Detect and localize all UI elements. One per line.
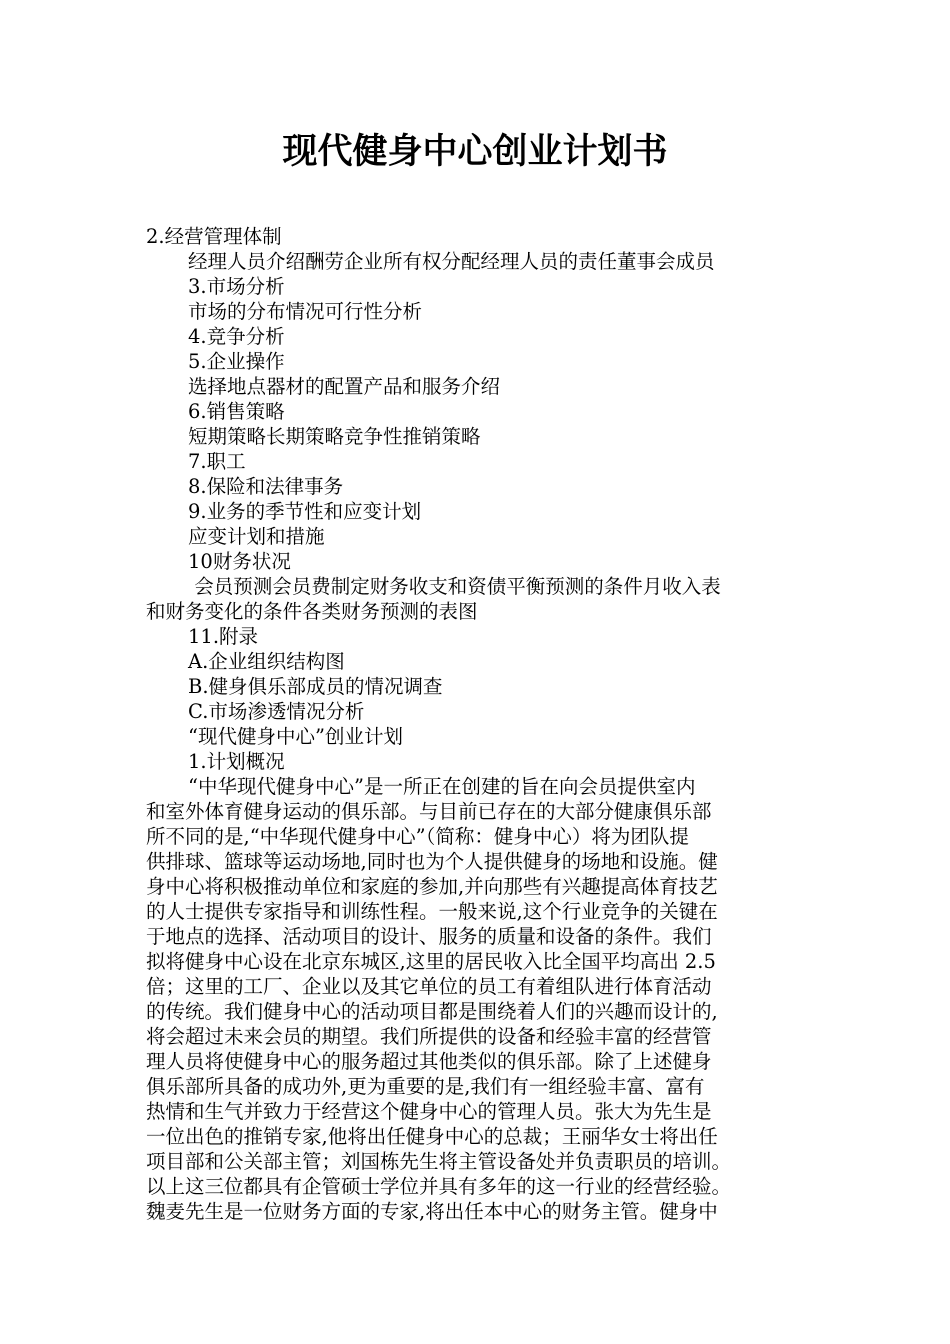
section-heading: 7.职工 <box>188 450 246 473</box>
overview-line: 的传统。我们健身中心的活动项目都是围绕着人们的兴趣而设计的, <box>146 1000 718 1023</box>
overview-line: 身中心将积极推动单位和家庭的参加,并向那些有兴趣提高体育技艺 <box>146 875 718 898</box>
section-heading: 5.企业操作 <box>188 350 285 373</box>
document-title: 现代健身中心创业计划书 <box>282 132 668 172</box>
section-content: 市场的分布情况可行性分析 <box>188 300 423 323</box>
finance-para-line: 和财务变化的条件各类财务预测的表图 <box>146 600 478 623</box>
appendix-item: B.健身俱乐部成员的情况调查 <box>188 675 443 698</box>
section-content: 短期策略长期策略竞争性推销策略 <box>188 425 481 448</box>
section-content: 经理人员介绍酬劳企业所有权分配经理人员的责任董事会成员 <box>188 250 715 273</box>
overview-line: 热情和生气并致力于经营这个健身中心的管理人员。张大为先生是 <box>146 1100 712 1123</box>
section-heading: 2.经营管理体制 <box>146 225 282 248</box>
overview-line: 于地点的选择、活动项目的设计、服务的质量和设备的条件。我们 <box>146 925 712 948</box>
overview-line: 所不同的是,“中华现代健身中心”（简称：健身中心）将为团队提 <box>146 825 689 848</box>
overview-line: 俱乐部所具备的成功外,更为重要的是,我们有一组经验丰富、富有 <box>146 1075 705 1098</box>
plan-heading: “现代健身中心”创业计划 <box>188 725 403 748</box>
overview-line: “中华现代健身中心”是一所正在创建的旨在向会员提供室内 <box>188 775 696 798</box>
section-heading: 8.保险和法律事务 <box>188 475 344 498</box>
overview-line: 项目部和公关部主管；刘国栋先生将主管设备处并负责职员的培训。 <box>146 1150 732 1173</box>
overview-line: 将会超过未来会员的期望。我们所提供的设备和经验丰富的经营管 <box>146 1025 712 1048</box>
overview-line: 以上这三位都具有企管硕士学位并具有多年的这一行业的经营经验。 <box>146 1175 732 1198</box>
overview-line: 拟将健身中心设在北京东城区,这里的居民收入比全国平均高出 2.5 <box>146 950 716 973</box>
overview-line: 和室外体育健身运动的俱乐部。与目前已存在的大部分健康俱乐部 <box>146 800 712 823</box>
section-heading: 6.销售策略 <box>188 400 285 423</box>
section-heading: 1.计划概况 <box>188 750 285 773</box>
appendix-item: A.企业组织结构图 <box>188 650 345 673</box>
overview-line: 的人士提供专家指导和训练性程。一般来说,这个行业竞争的关键在 <box>146 900 718 923</box>
section-heading: 11.附录 <box>188 625 259 648</box>
section-heading: 10财务状况 <box>188 550 291 573</box>
appendix-item: C.市场渗透情况分析 <box>188 700 365 723</box>
overview-line: 倍；这里的工厂、企业以及其它单位的员工有着组队进行体育活动 <box>146 975 712 998</box>
overview-line: 理人员将使健身中心的服务超过其他类似的俱乐部。除了上述健身 <box>146 1050 712 1073</box>
section-content: 选择地点器材的配置产品和服务介绍 <box>188 375 501 398</box>
section-heading: 9.业务的季节性和应变计划 <box>188 500 422 523</box>
section-heading: 3.市场分析 <box>188 275 285 298</box>
overview-line: 一位出色的推销专家,他将出任健身中心的总裁；王丽华女士将出任 <box>146 1125 718 1148</box>
finance-para-line: 会员预测会员费制定财务收支和资债平衡预测的条件月收入表 <box>188 575 721 598</box>
section-heading: 4.竞争分析 <box>188 325 285 348</box>
section-content: 应变计划和措施 <box>188 525 325 548</box>
overview-line: 供排球、篮球等运动场地,同时也为个人提供健身的场地和设施。健 <box>146 850 718 873</box>
overview-line: 魏麦先生是一位财务方面的专家,将出任本中心的财务主管。健身中 <box>146 1200 718 1223</box>
document-body <box>146 224 822 1224</box>
